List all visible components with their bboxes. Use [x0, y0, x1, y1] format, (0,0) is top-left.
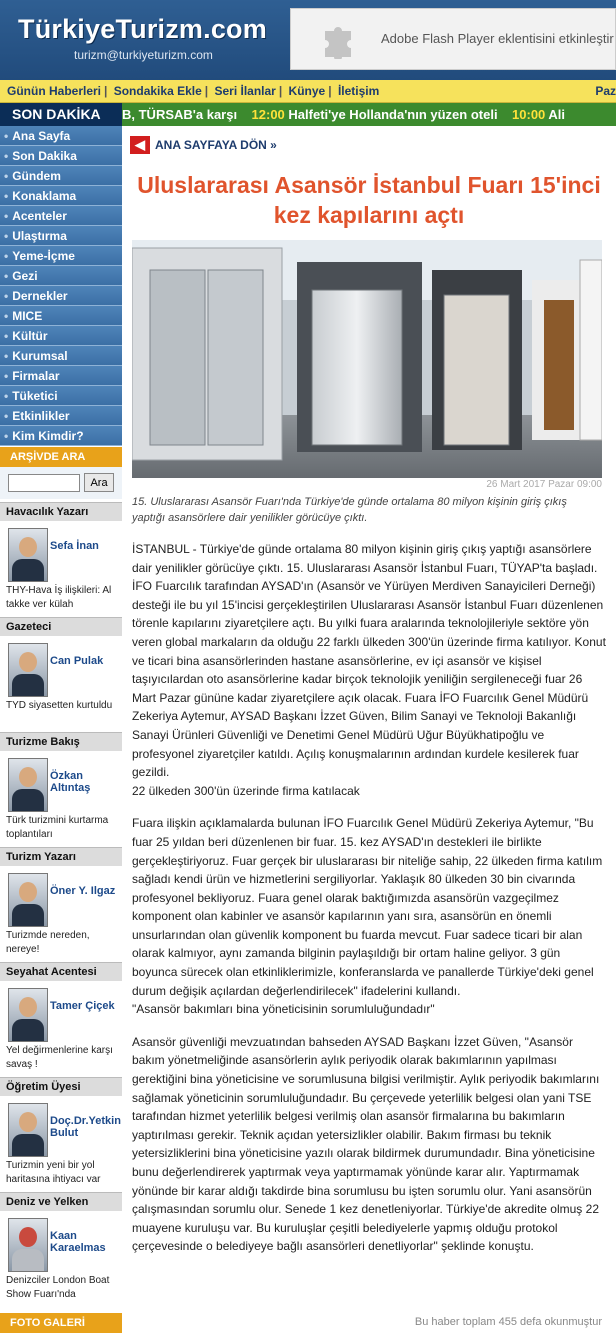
menu-item-ana-sayfa[interactable]: • Ana Sayfa — [0, 126, 122, 146]
breaking-news-ticker[interactable] — [122, 103, 616, 126]
menu-item-gundem[interactable]: • Gündem — [0, 166, 122, 186]
author-article-title[interactable]: Turizmde nereden, nereye! — [6, 930, 90, 955]
author-name[interactable]: Doç.Dr.Yetkin Bulut — [50, 1115, 121, 1139]
article-date: 26 Mart 2017 Pazar 09:00 — [486, 479, 602, 490]
ticker-time: 12:00 — [251, 107, 285, 122]
menu-item-yeme-icme[interactable]: • Yeme-İçme — [0, 246, 122, 266]
author-block[interactable] — [0, 1077, 122, 1192]
author-block[interactable] — [0, 732, 122, 847]
menu-item-kim-kimdir[interactable]: • Kim Kimdir? — [0, 426, 122, 446]
author-photo[interactable] — [8, 1103, 48, 1157]
author-article-title[interactable]: THY-Hava İş ilişkileri: Al takke ver külah — [6, 585, 112, 610]
contact-email[interactable]: turizm@turkiyeturizm.com — [74, 48, 213, 62]
author-block[interactable] — [0, 847, 122, 962]
author-category: Deniz ve Yelken — [0, 1192, 122, 1211]
breaking-news-label: SON DAKİKA — [0, 103, 122, 126]
ticker-time: 10:00 — [512, 107, 546, 122]
menu-item-ulastirma[interactable]: • Ulaştırma — [0, 226, 122, 246]
menu-item-kultur[interactable]: • Kültür — [0, 326, 122, 346]
menu-item-gezi[interactable]: • Gezi — [0, 266, 122, 286]
author-article-title[interactable]: Türk turizmini kurtarma toplantıları — [6, 815, 109, 840]
archive-search-input[interactable] — [8, 474, 80, 492]
nav-iletisim[interactable]: İletişim — [337, 84, 380, 98]
author-article-title[interactable]: TYD siyasetten kurtuldu — [6, 700, 113, 711]
elevator-fair-photo — [132, 240, 602, 478]
author-block[interactable] — [0, 617, 122, 732]
author-name[interactable]: Can Pulak — [50, 655, 104, 667]
flash-plugin-placeholder[interactable] — [290, 8, 616, 70]
menu-item-tuketici[interactable]: • Tüketici — [0, 386, 122, 406]
menu-item-acenteler[interactable]: • Acenteler — [0, 206, 122, 226]
menu-item-mice[interactable]: • MICE — [0, 306, 122, 326]
puzzle-icon — [321, 21, 359, 59]
photo-gallery-title[interactable]: FOTO GALERİ — [0, 1313, 122, 1333]
nav-date-fragment: Paz — [595, 84, 616, 98]
article-main — [122, 126, 616, 1333]
author-block[interactable] — [0, 1192, 122, 1307]
menu-item-etkinlikler[interactable]: • Etkinlikler — [0, 406, 122, 426]
menu-item-kurumsal[interactable]: • Kurumsal — [0, 346, 122, 366]
author-block[interactable] — [0, 502, 122, 617]
author-article-title[interactable]: Turizmin yeni bir yol haritasına ihtiyacı var — [6, 1160, 101, 1185]
left-sidebar — [0, 126, 122, 1333]
article-paragraph: Fuara ilişkin açıklamalarda bulunan İFO Fuarcılık Genel Müdürü Zekeriya Aytemur, "Bu fuar 25 yıldan beri düzenlenen bir fuar. 15. kez AYSAD'ın destekleri ile birlikte gerçekleştiriyoruz. Fuar gerçek bir uluslararası bir niteliğe sahip, 22 ülkeden firma katılım sağladı kendi ürün ve hizmetlerini sergiliyorlar. Yaklaşık 80 ülkeden 30 bin civarında profesyonel bekliyoruz. Fuara genel olarak baktığımızda asansörün vazgeçilmez komponent olan kabinler ve asansör kapılarının yanı sıra, asansörün en önemli unsurlarından olan güvenlik komponent bu fuarda mevcut. Fuar sadece ticari bir alan olarak kalmıyor, aynı zamanda bilginin paylaşıldığı bir ortam haline geliyor. 3 gün boyunca sürecek olan etkinliklerimizle, konferanslarda ve panallerde Türkiye'deki genel durum değişik açılardan değerlendirilecek" ifadelerini kullandı. "Asansör bakımları bina yöneticisinin sorumluluğundadır" — [132, 816, 603, 1017]
article-title: Uluslararası Asansör İstanbul Fuarı 15'inci kez kapılarını açtı — [137, 172, 601, 228]
author-name[interactable]: Öner Y. Ilgaz — [50, 885, 116, 897]
article-paragraph: İSTANBUL - Türkiye'de günde ortalama 80 milyon kişinin giriş çıkış yaptığı asansörlere dair yenilikler görücüye çıktı. 15. Uluslararası Asansör İstanbul Fuarı, TÜYAP'ta başladı. İFO Fuarcılık tarafından AYSAD'ın (Asansör ve Yürüyen Merdiven Sanayicileri Derneği) desteği ile bu yıl 15'incisi gerçekleştirilen Uluslararası Asansör İstanbul Fuarı düzenlenen törenle kapılarını ziyaretçilere açtı. Bu yılki fuara aralarında teknolojileriyle sektöre yön veren global markaların da olduğu 22 farklı ülkeden 300'ün üzerinde firma katılıyor. Konut ve ticari bina asansörlerinden hastane asansörlerine, ev içi asansör ve kişisel taşıyıcılardan oto asansörlerine kadar birçok teknolojik yeniliğin sergileneceği fuar 26 Mart Pazar gününe kadar ziyaretçilere açık olacak. Fuara İFO Fuarcılık Genel Müdürü Zekeriya Aytemur, AYSAD Başkanı İzzet Güven, Bilim Sanayi ve Teknoloji Bakanlığı Sanayi Ürünleri Güvenliği ve Denetimi Genel Müdürü Uğur Büyükhatipoğlu ve profesyonel ziyaretçiler katıldı. Açılış konuşmalarının ardından kurdele kesilerek fuar gezildi. 22 ülkeden 300'ün üzerinde firma katılacak — [132, 542, 606, 798]
article-paragraph: Asansör güvenliği mevzuatından bahseden AYSAD Başkanı İzzet Güven, "Asansör bakım yönetmeliğinde asansörlerin aylık periyodik olarak bakımlarının yapılması gerektiğini bina yöneticisine ve sorumlusuna bilgisi verilmiştir. Aylık periyodik bakımlarını sağlamak yöneticinin sorumluluğundadır. Bu çerçevede yeterlilik belgesi olan yani TSE tarafından hizmet yeterlilik belgesi verilmiş olan asansör firmalarına bu bakımların yaptırılması gerekir. Teknik açıdan yetersizlikler olabilir. Bakım firması bu teknik yetersizliklerini bina yöneticisine yazılı olarak bildirmek durumundadır. Bina yöneticisine bunu değerlendirerek yaptırmak veya yaptırmamak yönünde karar alır. Yaptırmamak yönünde bir karar aldığı takdirde bina sorumlusu bu işten sorumlu olur. Yani asansörün çalışmasından sorumlu olur. Senede 1 kez denetleniyorlar. Türkiye'de akredite olmuş 22 muayene kuruluşu var. Bu kuruluşlar çeşitli belediyelerle yapmış olduğu protokol çerçevesinde o belediyeye bağlı asansörleri denetliyorlar" şeklinde konuştu. — [132, 1034, 600, 1254]
author-name[interactable]: Özkan Altıntaş — [50, 770, 91, 794]
arrow-left-icon: ◀ — [130, 136, 150, 154]
flash-message: Adobe Flash Player eklentisini etkinleştir — [381, 31, 614, 46]
menu-item-konaklama[interactable]: • Konaklama — [0, 186, 122, 206]
author-photo[interactable] — [8, 988, 48, 1042]
nav-gunun-haberleri[interactable]: Günün Haberleri — [7, 84, 102, 98]
back-to-home-link[interactable] — [130, 136, 277, 154]
author-photo[interactable] — [8, 758, 48, 812]
archive-search-title: ARŞİVDE ARA — [0, 447, 122, 467]
author-category: Öğretim Üyesi — [0, 1077, 122, 1096]
category-menu — [0, 126, 122, 446]
site-header — [0, 0, 616, 80]
author-block[interactable] — [0, 962, 122, 1077]
author-article-title[interactable]: Denizciler London Boat Show Fuarı'nda — [6, 1275, 110, 1300]
author-category: Turizm Yazarı — [0, 847, 122, 866]
article-photo-caption: 15. Uluslararası Asansör Fuarı'nda Türkiye'de günde ortalama 80 milyon kişinin giriş çıkış yaptığı asansörlere dair yenilikler görücüye çıktı. — [132, 496, 567, 524]
author-category: Gazeteci — [0, 617, 122, 636]
author-name[interactable]: Tamer Çiçek — [50, 1000, 115, 1012]
nav-sondakika-ekle[interactable]: Sondakika Ekle — [113, 84, 202, 98]
author-photo[interactable] — [8, 528, 48, 582]
author-photo[interactable] — [8, 643, 48, 697]
menu-item-son-dakika[interactable]: • Son Dakika — [0, 146, 122, 166]
author-category: Seyahat Acentesi — [0, 962, 122, 981]
archive-search-box — [0, 467, 122, 499]
author-name[interactable]: Kaan Karaelmas — [50, 1230, 106, 1254]
author-photo[interactable] — [8, 873, 48, 927]
author-article-title[interactable]: Yel değirmenlerine karşı savaş ! — [6, 1045, 113, 1070]
article-photo[interactable] — [132, 240, 602, 478]
back-label: ANA SAYFAYA DÖN » — [155, 138, 277, 152]
ticker-item[interactable]: B, TÜRSAB'a karşı — [122, 107, 238, 122]
archive-search-button[interactable]: Ara — [84, 473, 114, 492]
nav-kunye[interactable]: Künye — [288, 84, 326, 98]
author-photo[interactable] — [8, 1218, 48, 1272]
top-navigation: Günün Haberleri | Sondakika Ekle | Seri İlanlar | Künye | İletişim Paz — [0, 80, 616, 103]
ticker-item[interactable]: Halfeti'ye Hollanda'nın yüzen oteli — [288, 107, 498, 122]
author-name[interactable]: Sefa İnan — [50, 540, 99, 552]
article-body — [132, 540, 606, 1270]
article-read-count: Bu haber toplam 455 defa okunmuştur — [414, 1316, 602, 1328]
ticker-item[interactable]: Ali — [548, 107, 566, 122]
author-category: Turizme Bakış — [0, 732, 122, 751]
menu-item-firmalar[interactable]: • Firmalar — [0, 366, 122, 386]
author-category: Havacılık Yazarı — [0, 502, 122, 521]
nav-seri-ilanlar[interactable]: Seri İlanlar — [214, 84, 276, 98]
site-logo[interactable]: TürkiyeTurizm.com — [18, 14, 267, 44]
menu-item-dernekler[interactable]: • Dernekler — [0, 286, 122, 306]
